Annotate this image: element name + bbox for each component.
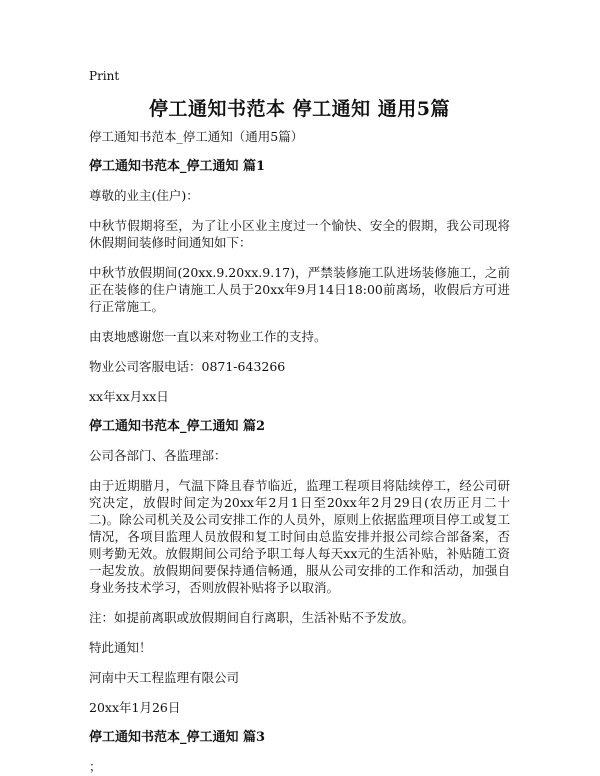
date-line: xx年xx月xx日 [89, 389, 169, 404]
section-heading: 停工通知书范本_停工通知 篇3 [89, 730, 266, 745]
date-line: 20xx年1月26日 [89, 700, 181, 715]
company-name: 河南中天工程监理有限公司 [89, 670, 240, 685]
section-heading: 停工通知书范本_停工通知 篇1 [89, 159, 266, 174]
body-paragraph: 中秋节假期将至，为了让小区业主度过一个愉快、安全的假期，我公司现将休假期间装修时间通知如下： [89, 218, 510, 250]
note-paragraph: 注：如提前离职或放假期间自行离职，生活补贴不予发放。 [89, 610, 415, 625]
body-paragraph: 由衷地感谢您一直以来对物业工作的支持。 [89, 329, 327, 344]
salutation: 尊敬的业主(住户)： [89, 188, 199, 203]
closing-line: 特此通知！ [89, 640, 152, 655]
document-title: 停工通知书范本 停工通知 通用5篇 [149, 98, 450, 120]
body-paragraph: 由于近期腊月，气温下降且春节临近，监理工程项目将陆续停工，经公司研究决定，放假时间定为20xx年2月1日至20xx年2月29日(农历正月二十二)。除公司机关及公司安排工作的人员外，原则上依据监理项目停工或复工情况，各项目监理人员放假和复工时间由总监安排并报公司综合部备案，否则考勤无效。放假期间公司给予职工每人每天xx元的生活补贴，补贴随工资一起发放。放假期间要保持通信畅通，服从公司安排的工作和活动，加强自身业务技术学习，否则放假补贴将予以取消。 [89, 478, 510, 595]
print-label: Print [89, 69, 120, 83]
section-heading: 停工通知书范本_停工通知 篇2 [89, 419, 266, 434]
body-paragraph: ； [89, 759, 102, 774]
phone-line: 物业公司客服电话：0871-643266 [89, 359, 286, 374]
body-paragraph: 中秋节放假期间(20xx.9.20xx.9.17)，严禁装修施工队进场装修施工，之前正在装修的住户请施工人员于20xx年9月14日18:00前离场，收假后方可进行正常施工。 [89, 265, 510, 314]
document-subtitle: 停工通知书范本_停工通知（通用5篇） [89, 129, 304, 144]
salutation: 公司各部门、各监理部： [89, 448, 227, 463]
